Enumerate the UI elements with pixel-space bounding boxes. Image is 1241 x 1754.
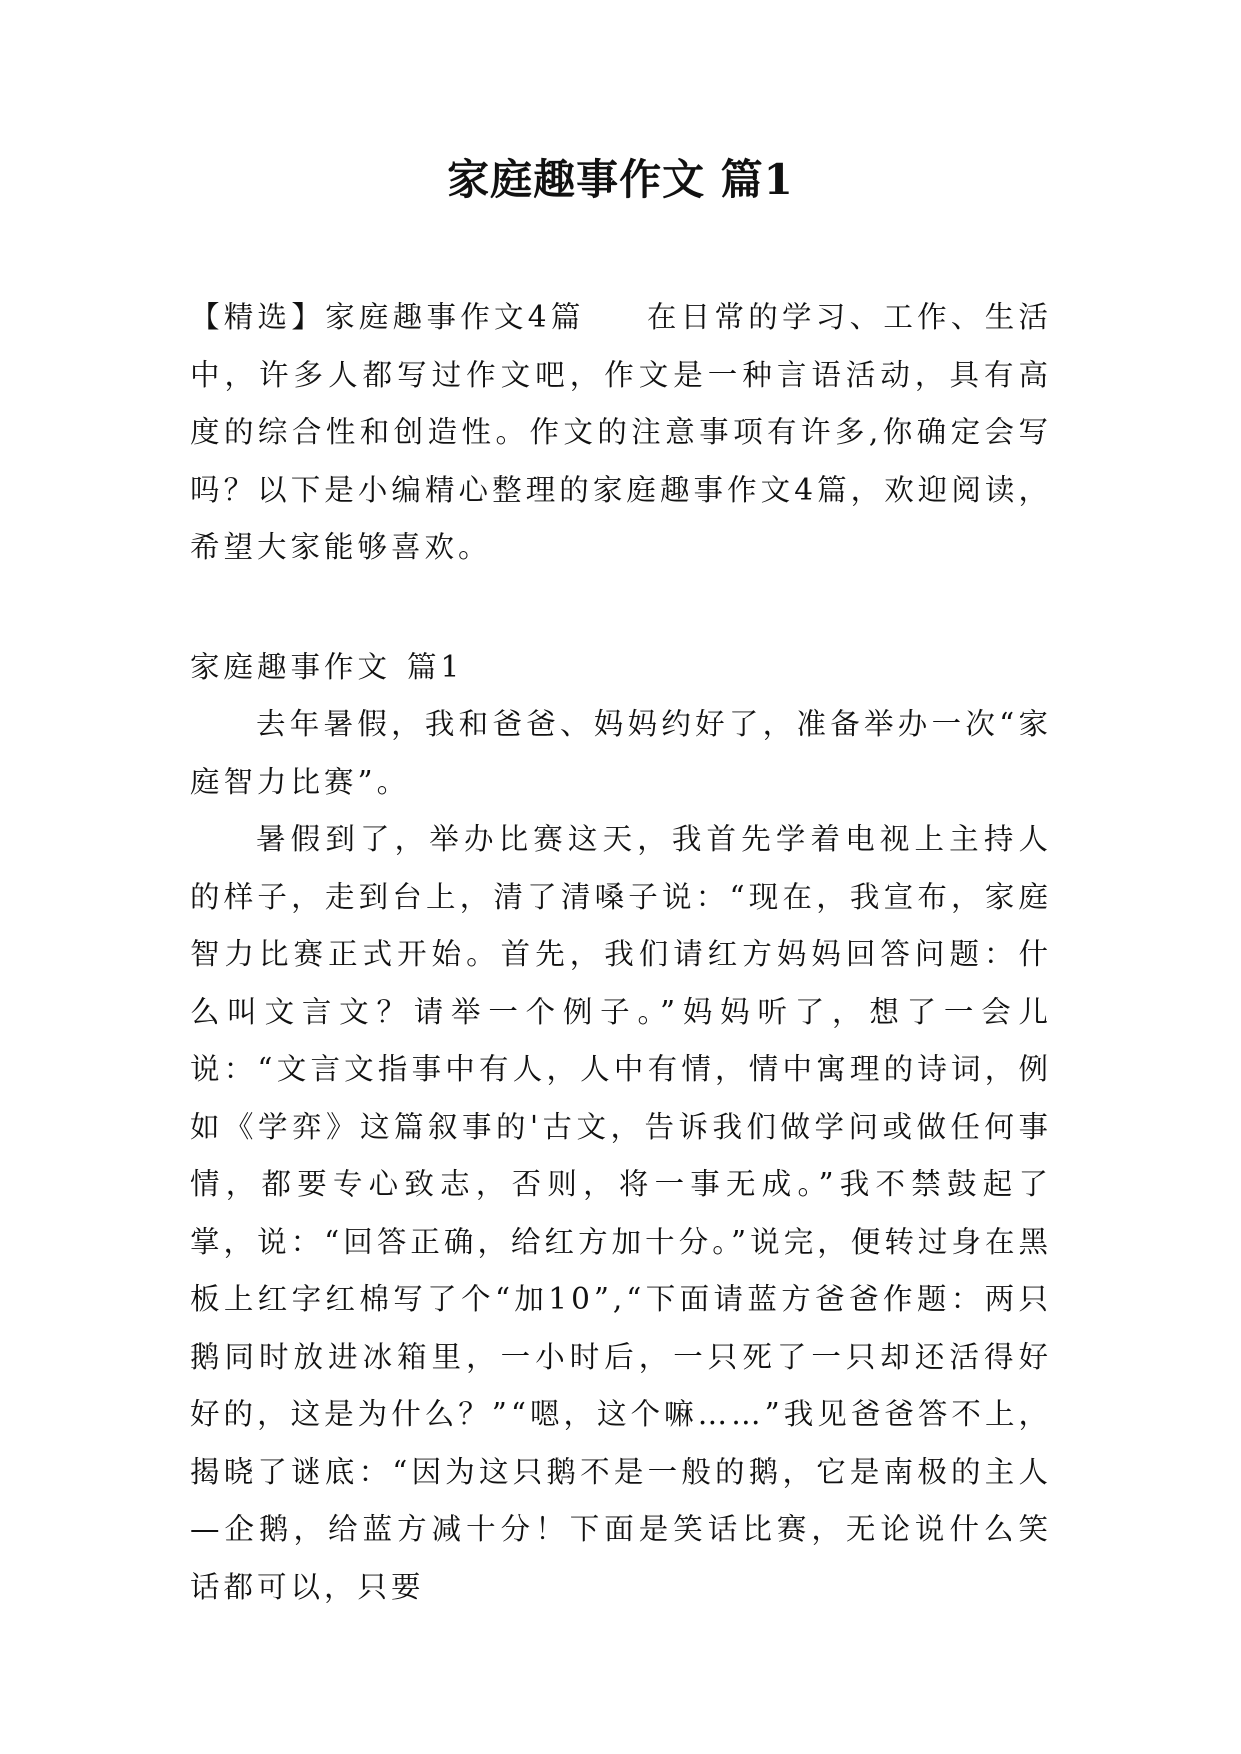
body-paragraph-2: 暑假到了，举办比赛这天，我首先学着电视上主持人的样子，走到台上，清了清嗓子说：“现在，我宣布，家庭智力比赛正式开始。首先，我们请红方妈妈回答问题：什么叫文言文？请举一个例子。”妈妈听了，想了一会儿说：“文言文指事中有人，人中有情，情中寓理的诗词，例如《学弈》这篇叙事的'古文，告诉我们做学问或做任何事情，都要专心致志，否则，将一事无成。”我不禁鼓起了掌，说：“回答正确，给红方加十分。”说完，便转过身在黑板上红字红棉写了个“加10”,“下面请蓝方爸爸作题：两只鹅同时放进冰箱里，一小时后，一只死了一只却还活得好好的，这是为什么？”“嗯，这个嘛……”我见爸爸答不上，揭晓了谜底：“因为这只鹅不是一般的鹅，它是南极的主人—企鹅，给蓝方减十分！下面是笑话比赛，无论说什么笑话都可以，只要 <box>190 822 1052 1604</box>
document-title: 家庭趣事作文 篇1 <box>447 155 794 204</box>
section-heading-main: 家庭趣事作文 <box>190 650 392 684</box>
body-paragraph-1: 去年暑假，我和爸爸、妈妈约好了，准备举办一次“家庭智力比赛”。 <box>190 707 1052 799</box>
intro-lead: 【精选】家庭趣事作文4篇 <box>190 300 585 334</box>
section-heading-number: 篇1 <box>407 650 464 684</box>
section-heading <box>190 639 463 697</box>
intro-paragraph <box>190 289 1052 577</box>
intro-text: 在日常的学习、工作、生活中，许多人都写过作文吧，作文是一种言语活动，具有高度的综合性和创造性。作文的注意事项有许多,你确定会写吗？以下是小编精心整理的家庭趣事作文4篇，欢迎阅读，希望大家能够喜欢。 <box>190 300 1052 564</box>
